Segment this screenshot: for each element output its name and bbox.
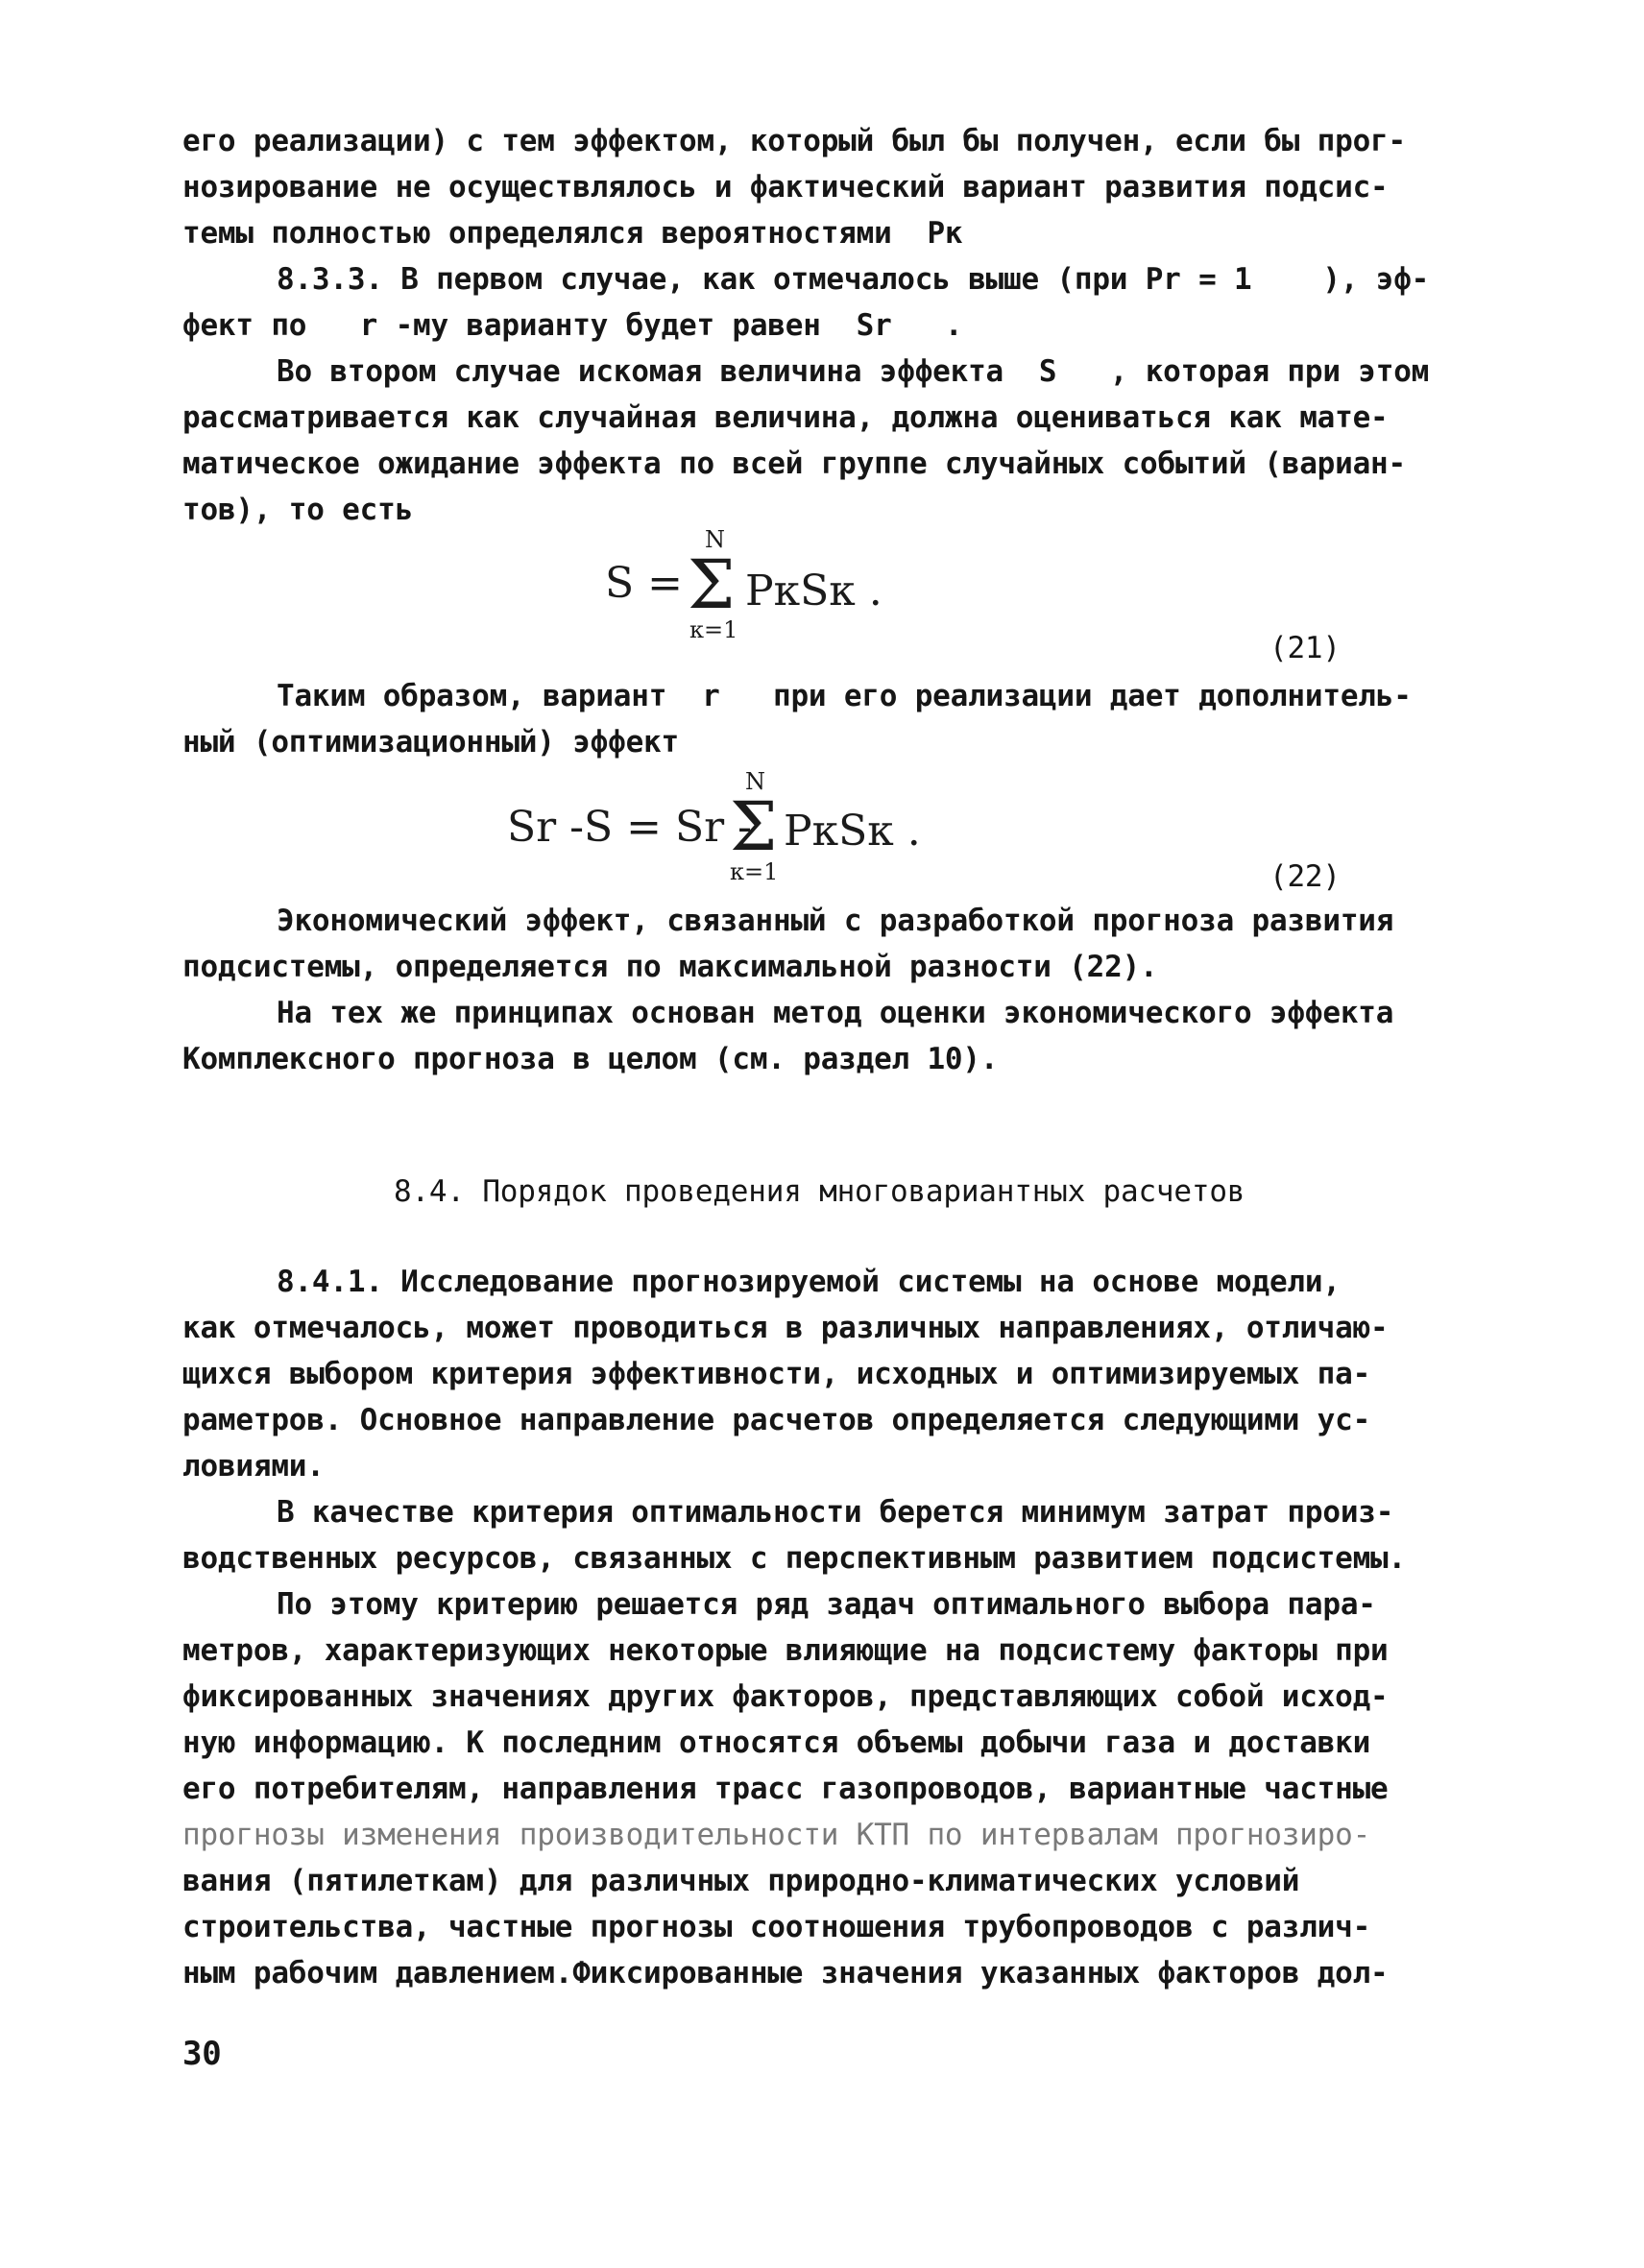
sum-lower-limit: к=1 <box>689 616 738 643</box>
text-line: На тех же принципах основан метод оценки экономического эффекта <box>277 996 1394 1030</box>
text-line: 8.4.1. Исследование прогнозируемой системы на основе модели, <box>277 1265 1341 1299</box>
text-line: матическое ожидание эффекта по всей группе случайных событий (вариан- <box>182 446 1406 481</box>
text-line: темы полностью определялся вероятностями Pк <box>182 216 963 251</box>
text-line: вания (пятилеткам) для различных природно-климатических условий <box>182 1864 1300 1898</box>
formula-lhs: S = <box>605 559 683 608</box>
text-line: как отмечалось, может проводиться в различных направлениях, отличаю- <box>182 1311 1389 1345</box>
text-line: его потребителям, направления трасс газопроводов, вариантные частные <box>182 1772 1389 1806</box>
text-line: По этому критерию решается ряд задач оптимального выбора пара- <box>277 1587 1376 1622</box>
text-line: Таким образом, вариант r при его реализации дает дополнитель- <box>277 679 1412 713</box>
sum-sigma: Σ <box>688 545 736 624</box>
text-line: щихся выбором критерия эффективности, исходных и оптимизируемых па- <box>182 1357 1371 1391</box>
text-line: тов), то есть <box>182 493 414 527</box>
text-line: Во втором случае искомая величина эффекта S , которая при этом <box>277 354 1430 389</box>
text-line: раметров. Основное направление расчетов определяется следующими ус- <box>182 1403 1371 1437</box>
text-line: фект по r -му варианту будет равен Sr . <box>182 308 963 343</box>
equation-number: (21) <box>1269 631 1341 665</box>
sum-lower-limit: к=1 <box>730 858 779 885</box>
text-line-faded: прогнозы изменения производительности КТП по интервалам прогнозиро- <box>182 1818 1371 1852</box>
page-number: 30 <box>182 2035 222 2073</box>
text-line: ловиями. <box>182 1449 325 1484</box>
sum-upper-limit: N <box>705 526 725 553</box>
sum-sigma: Σ <box>730 787 778 866</box>
text-line: В качестве критерия оптимальности берется минимум затрат произ- <box>277 1495 1394 1530</box>
text-line: фиксированных значениях других факторов, представляющих собой исход- <box>182 1679 1389 1714</box>
sum-upper-limit: N <box>745 768 765 795</box>
text-line: ную информацию. К последним относятся объемы добычи газа и доставки <box>182 1725 1371 1760</box>
equation-number: (22) <box>1269 859 1341 894</box>
text-line: 8.3.3. В первом случае, как отмечалось выше (при Pr = 1 ), эф- <box>277 262 1430 297</box>
text-line: его реализации) с тем эффектом, который был бы получен, если бы прог- <box>182 124 1406 158</box>
text-line: ным рабочим давлением.Фиксированные значения указанных факторов дол- <box>182 1956 1389 1991</box>
formula-term: PкSк . <box>745 567 882 615</box>
formula-lhs: Sr -S = Sr - <box>507 803 753 852</box>
text-line: нозирование не осуществлялось и фактический вариант развития подсис- <box>182 170 1389 205</box>
text-line: строительства, частные прогнозы соотношения трубопроводов с различ- <box>182 1910 1371 1944</box>
text-line: водственных ресурсов, связанных с перспективным развитием подсистемы. <box>182 1541 1406 1576</box>
section-heading: 8.4. Порядок проведения многовариантных расчетов <box>394 1174 1245 1209</box>
text-line: Экономический эффект, связанный с разработкой прогноза развития <box>277 904 1394 938</box>
text-line: ный (оптимизационный) эффект <box>182 725 679 760</box>
text-line: метров, характеризующих некоторые влияющие на подсистему факторы при <box>182 1633 1389 1668</box>
text-line: Комплексного прогноза в целом (см. раздел 10). <box>182 1042 999 1076</box>
formula-term: PкSк . <box>784 807 921 856</box>
text-line: рассматривается как случайная величина, должна оцениваться как мате- <box>182 400 1389 435</box>
text-line: подсистемы, определяется по максимальной разности (22). <box>182 950 1158 984</box>
